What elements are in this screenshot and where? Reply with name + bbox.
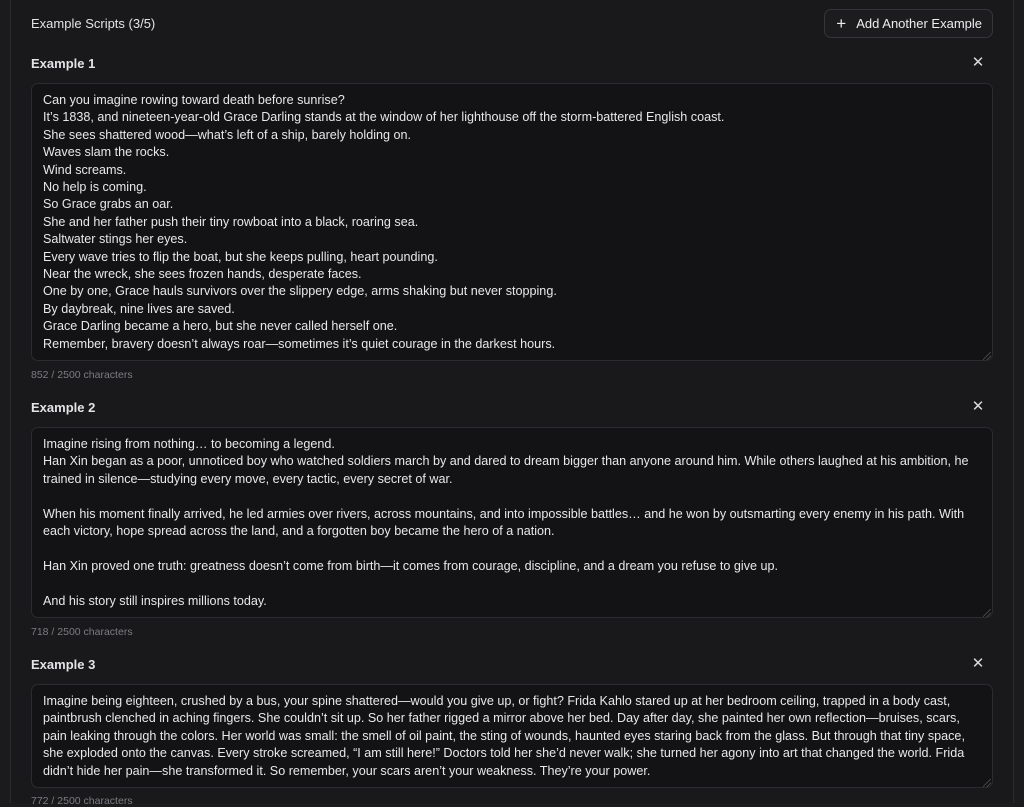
close-icon[interactable]: ✕: [971, 54, 985, 71]
example-textarea[interactable]: Imagine being eighteen, crushed by a bus, your spine shattered—would you give up, or fight? Frida Kahlo stared up at her bedroom ceiling, trapped in a body cast, paintbrush clenched in aching fingers. She couldn’t sit up. So her father rigged a mirror above her bed. Day after day, she painted her own reflection—bruises, scars, pain leaking through the colors. Her world was small: the smell of oil paint, the sting of wounds, haunted eyes staring back from the glass. But through that tiny space, she exploded onto the canvas. Every stroke screamed, “I am still here!” Doctors told her she’d never walk; she turned her agony into art that changed the world. Frida didn’t hide her pain—she transformed it. So remember, your scars aren’t your weakness. They’re your power.: [31, 684, 993, 788]
character-counter: 852 / 2500 characters: [31, 369, 133, 381]
example-title: Example 1: [31, 56, 96, 71]
close-icon[interactable]: ✕: [971, 398, 985, 415]
example-scripts-panel: [10, 0, 1014, 807]
character-counter: 772 / 2500 characters: [31, 795, 133, 807]
resize-grip-icon[interactable]: [983, 609, 991, 617]
section-title: Example Scripts (3/5): [31, 16, 156, 31]
resize-grip-icon[interactable]: [983, 352, 991, 360]
add-button-label: Add Another Example: [856, 16, 982, 31]
plus-icon: +: [836, 14, 847, 33]
character-counter: 718 / 2500 characters: [31, 626, 133, 638]
example-title: Example 3: [31, 657, 96, 672]
example-textarea[interactable]: Imagine rising from nothing… to becoming a legend. Han Xin began as a poor, unnoticed boy who watched soldiers march by and dared to dream bigger than anyone around him. While others laughed at his ambition, he trained in silence—studying every move, every tactic, every secret of war. When his moment finally arrived, he led armies over rivers, across mountains, and into impossible battles… and he won by outsmarting every enemy in his path. With each victory, hope spread across the land, and a forgotten boy became the hero of a nation. Han Xin proved one truth: greatness doesn’t come from birth—it comes from courage, discipline, and a dream you refuse to give up. And his story still inspires millions today.: [31, 427, 993, 618]
add-another-example-button[interactable]: [824, 9, 993, 38]
example-title: Example 2: [31, 400, 96, 415]
resize-grip-icon[interactable]: [983, 779, 991, 787]
example-textarea[interactable]: Can you imagine rowing toward death before sunrise? It’s 1838, and nineteen-year-old Grace Darling stands at the window of her lighthouse off the storm-battered English coast. She sees shattered wood—what’s left of a ship, barely holding on. Waves slam the rocks. Wind screams. No help is coming. So Grace grabs an oar. She and her father push their tiny rowboat into a black, roaring sea. Saltwater stings her eyes. Every wave tries to flip the boat, but she keeps pulling, heart pounding. Near the wreck, she sees frozen hands, desperate faces. One by one, Grace hauls survivors over the slippery edge, arms shaking but never stopping. By daybreak, nine lives are saved. Grace Darling became a hero, but she never called herself one. Remember, bravery doesn’t always roar—sometimes it’s quiet courage in the darkest hours.: [31, 83, 993, 361]
close-icon[interactable]: ✕: [971, 655, 985, 672]
section-header: [31, 0, 993, 46]
